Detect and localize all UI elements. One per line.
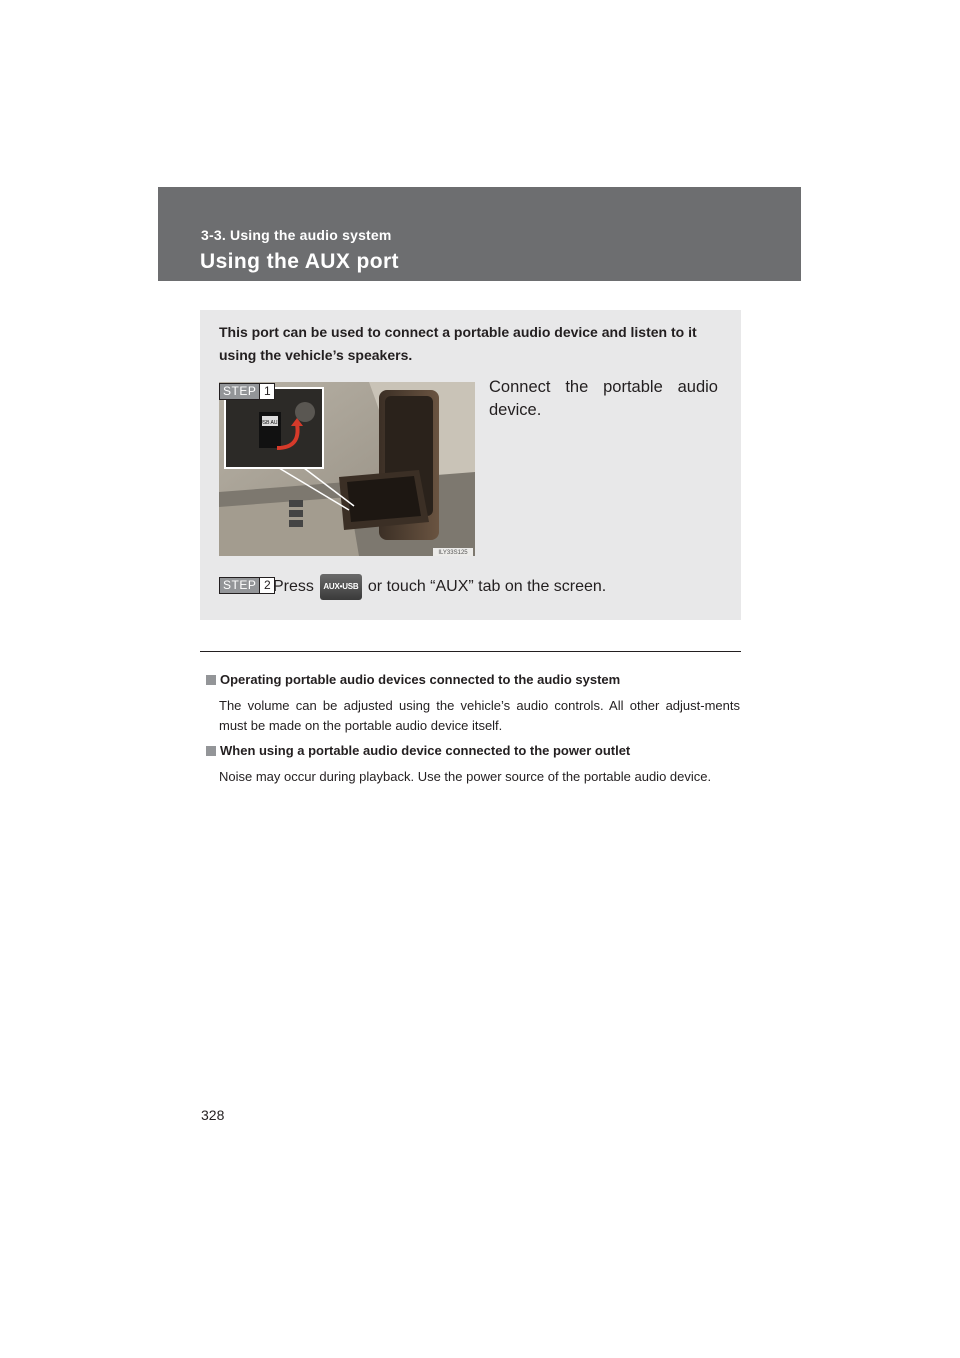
note-body: The volume can be adjusted using the vehicle’s audio controls. All other adjust-ments must be made on the portable audio device itself.: [219, 698, 740, 733]
note-operating-portable-audio: [206, 671, 740, 736]
note-body: Noise may occur during playback. Use the power source of the portable audio device.: [219, 769, 712, 784]
note-heading-text: When using a portable audio device connected to the power outlet: [220, 743, 631, 758]
step-2-text-after: or touch “AUX” tab on the screen.: [367, 578, 607, 595]
page-title: Using the AUX port: [200, 250, 399, 273]
aux-port-photo: [219, 382, 475, 556]
note-heading-text: Operating portable audio devices connected to the audio system: [220, 672, 621, 687]
step-1-badge: [219, 383, 275, 400]
step-1-text: Connect the portable audio device.: [489, 378, 718, 419]
step-2-text: [273, 574, 606, 600]
divider-line: [200, 651, 741, 652]
page-number: 328: [201, 1107, 225, 1123]
step-number: 1: [259, 384, 274, 399]
step-number: 2: [259, 578, 274, 593]
aux-usb-button-icon: AUX•USB: [320, 574, 362, 600]
note-power-outlet: [206, 742, 740, 787]
note-heading: [206, 671, 740, 689]
step-2-badge: [219, 577, 275, 594]
step-word: STEP: [220, 578, 259, 593]
square-bullet-icon: [206, 675, 216, 685]
image-code: ILY33S125: [438, 550, 468, 556]
section-label: 3-3. Using the audio system: [201, 227, 392, 243]
note-heading: [206, 742, 740, 760]
intro-text: This port can be used to connect a portable audio device and listen to it using the vehicle’s speakers.: [219, 324, 697, 363]
step-2-text-before: Press: [273, 578, 314, 595]
square-bullet-icon: [206, 746, 216, 756]
step-word: STEP: [220, 384, 259, 399]
image-button-label: USB AUX: [259, 420, 281, 426]
